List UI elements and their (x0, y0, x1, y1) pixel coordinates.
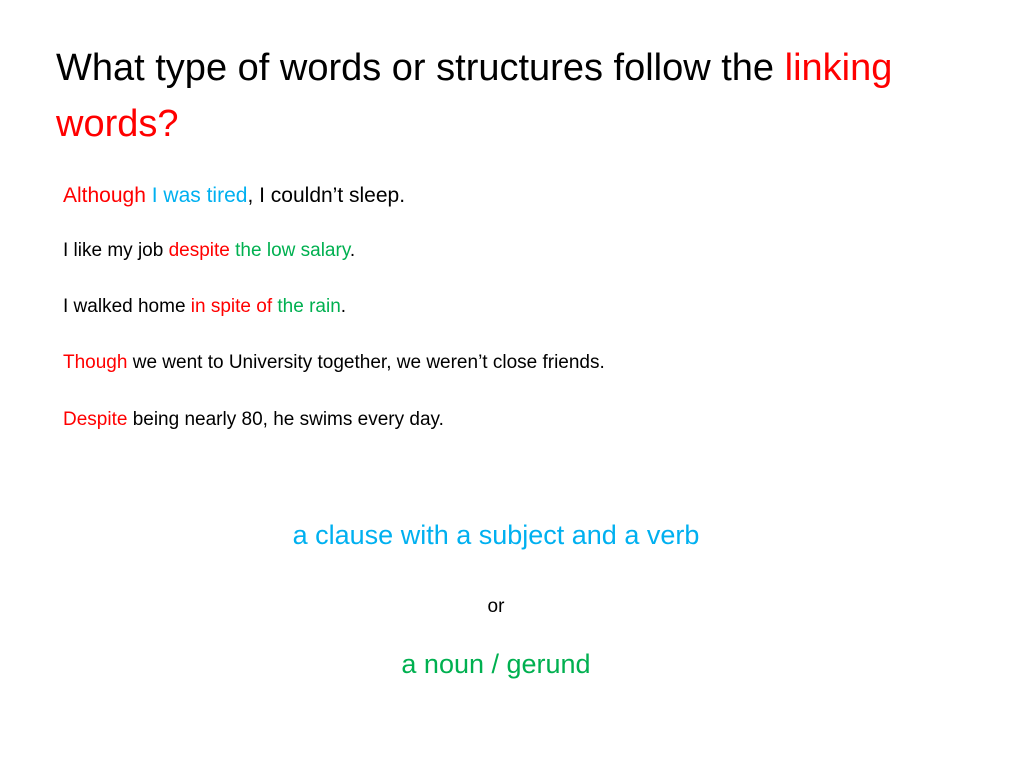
linking-word: Despite (63, 409, 128, 430)
example-sentence-in-spite-of (63, 296, 346, 318)
sentence-prefix: I walked home (63, 296, 191, 317)
clause-complement: I was tired (151, 184, 248, 207)
sentence-rest: being nearly 80, he swims every day. (127, 409, 444, 430)
answer-noun-gerund: a noun / gerund (401, 649, 591, 679)
example-sentence-though (63, 352, 605, 374)
linking-word: despite (168, 240, 230, 261)
example-sentence-despite-gerund (63, 409, 444, 431)
sentence-rest: . (349, 240, 356, 261)
noun-complement: the rain (277, 296, 341, 317)
noun-complement: the low salary (235, 240, 350, 261)
sentence-prefix: I like my job (63, 240, 169, 261)
answer-clause: a clause with a subject and a verb (292, 520, 700, 550)
example-sentence-although (63, 184, 405, 208)
example-sentence-despite (63, 240, 355, 262)
answer-or: or (487, 596, 505, 617)
linking-word: Though (63, 352, 128, 373)
linking-word: in spite of (190, 296, 273, 317)
title-text: What type of words or structures follow the (56, 47, 785, 89)
title-highlight: linking words? (56, 47, 893, 145)
sentence-rest: . (340, 296, 347, 317)
sentence-rest: we went to University together, we weren’t close friends. (127, 352, 605, 373)
linking-word: Although (63, 184, 146, 207)
slide-title (56, 40, 1006, 152)
sentence-rest: , I couldn’t sleep. (247, 184, 406, 207)
